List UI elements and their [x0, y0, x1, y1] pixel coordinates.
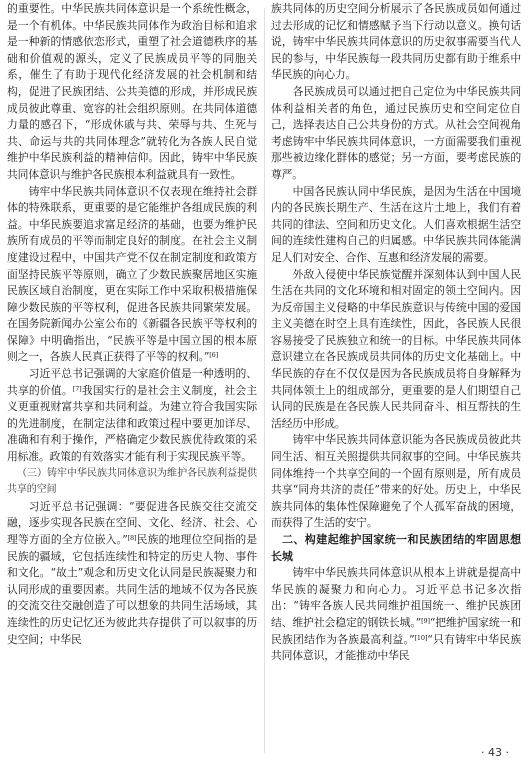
- column-divider: [264, 8, 265, 753]
- paragraph-text: 习近平总书记强调：“要促进各民族交往交流交融，逐步实现各民族在空间、文化、经济、社会、心理等方面的全方位嵌入。”: [7, 499, 257, 546]
- paragraph: [7, 366, 257, 466]
- paragraph-text: 铸牢中华民族共同体意识不仅表现在维持社会群体的特殊联系，更重要的是它能维护各组成民族的利益。中华民族要追求富足经济的基础，也要为维护民族所有成员的平等而制定良好的制度。在社会主义制度建设过程中，中国共产党不仅在制定制度和政策方面坚持民族平等原则，确立了少数民族聚居地区实施民族区域自治制度，更在实际工作中采取积极措施保障少数民族的平等权利，促进各民族共同繁荣发展。在国务院新闻办公室公布的《新疆各民族平等权利的保障》中明确指出，“民族平等是中国立国的根本原则之一，各族人民真正获得了平等的权利。”: [7, 184, 257, 364]
- paragraph-text: 我国实行的是社会主义制度，社会主义更重视财富共享和共同利益。为建立符合我国实际的先进制度，在制定法律和政策过程中要更加详尽、准确和有利于操作，严格确定少数民族优待政策的采用标准。政策的有效落实才能有利于实现民族平等。: [7, 383, 257, 464]
- citation: [6]: [209, 351, 219, 360]
- citation: [9]: [421, 616, 430, 625]
- paragraph: 族共同体的历史空间分析展示了各民族成员如何通过过去形成的记忆和情感赋予当下行动以意义。换句话说，铸牢中华民族共同体意识的历史叙事需要当代人民的参与，中华民族每一段共同历史都有助于维系中华民族的向心力。: [271, 2, 521, 82]
- left-column: [7, 1, 257, 648]
- subsection-heading: （三）铸牢中华民族共同体意识为维护各民族利益提供共享的空间: [7, 467, 257, 496]
- paragraph-text: 铸牢中华民族共同体意识从根本上讲就是提高中华民族的凝聚力和向心力。习近平总书记多次指出：“铸牢各族人民共同维护祖国统一、维护民族团结、维护社会稳定的钢铁长城。”: [271, 566, 521, 629]
- paragraph-text: “只有铸牢中华民族共同体意识，才能推动中华民: [271, 632, 521, 663]
- paragraph: 各民族成员可以通过把自己定位为中华民族共同体利益相关者的角色，通过民族历史和空间定位自己，选择表达自己公共身份的方式。从社会空间视角考虑铸牢中华民族共同体意识，一方面需要我们重视那些被边缘化群体的感觉；另一方面，要考虑民族的尊严。: [271, 84, 521, 181]
- paragraph: [7, 499, 257, 648]
- page: [7, 0, 521, 770]
- page-number: · 43 ·: [481, 746, 509, 759]
- paragraph: 的重要性。中华民族共同体意识是一个系统性概念，是一个有机体。中华民族共同体作为政治目标和追求是一种新的情感依恋形式，重塑了社会道德秩序的基础和价值观的源头，定义了民族成员平等的同胞关系，催生了有助于现代化经济发展的社会机制和结构，促进了民族团结、公共美德的形成，并形成民族成员彼此尊重、宽容的社会组织原则。在共同体道德力量的感召下，“形成休戚与共、荣辱与共、生死与共、命运与共的共同体理念”就转化为各族人民自觉维护中华民族利益的精神信仰。因此，铸牢中华民族共同体意识与维护各民族根本利益就具有一致性。: [7, 2, 257, 181]
- paragraph-text: 民族的地理位空间指的是民族的疆域，它包括连续性和特定的历史人物、事件和文化。“故土”观念和历史文化认同是民族凝聚力和认同形成的重要因素。共同生活的地域不仅为各民族的交流交往交融创造了可以想象的共同生活场域，其连续性的历史记忆还为彼此共存提供了可以叙事的历史空间；中华民: [7, 533, 257, 646]
- citation: [8]: [127, 534, 137, 542]
- paragraph: 铸牢中华民族共同体意识能为各民族成员彼此共同生活、相互关照提供共同叙事的空间。中华民族共同体维持一个共享空间的一个固有原则是，所有成员共享“同舟共济的责任”带来的好处。历史上，中华民族共同体的集体性保障避免了个人孤军奋战的困境，而获得了生活的安宁。: [271, 433, 521, 530]
- section-heading: 二、构建起维护国家统一和民族团结的牢固思想长城: [271, 533, 521, 563]
- right-column: [271, 1, 521, 665]
- citation: [7]: [72, 384, 82, 393]
- paragraph-text: “把维护国家统一和民族团结作为各族最高利益。”: [271, 615, 522, 646]
- paragraph: [7, 184, 257, 367]
- paragraph: [271, 565, 521, 665]
- paragraph: 外敌入侵使中华民族觉醒并深刻体认到中国人民生活在共同的文化环境和相对固定的领土空间内。因为反帝国主义侵略的中华民族意识与传统中国的爱国主义美德在时空上具有连续性，因此，各民族人民很容易接受了民族独立和统一的目标。中华民族共同体意识建立在各民族成员共同体的历史文化基础上。中华民族的存在不仅仅是因为各民族成员将自身解释为共同体领土上的组成部分，更重要的是人们期望自己认同的民族是在各民族人民共同奋斗、相互帮扶的生活经历中形成。: [271, 267, 521, 430]
- citation: [10]: [414, 633, 428, 642]
- paragraph: 中国各民族认同中华民族，是因为生活在中国境内的各民族长期生产、生活在这片土地上，我们有着共同的律法、空间和历史文化。人们喜欢根据生活空间的连续性建构自己的归属感。中华民族共同体能满足人们对安全、合作、互惠和经济发展的需要。: [271, 184, 521, 264]
- paragraph-text: 习近平总书记强调的大家庭价值是一种透明的、共享的价值。: [7, 367, 257, 397]
